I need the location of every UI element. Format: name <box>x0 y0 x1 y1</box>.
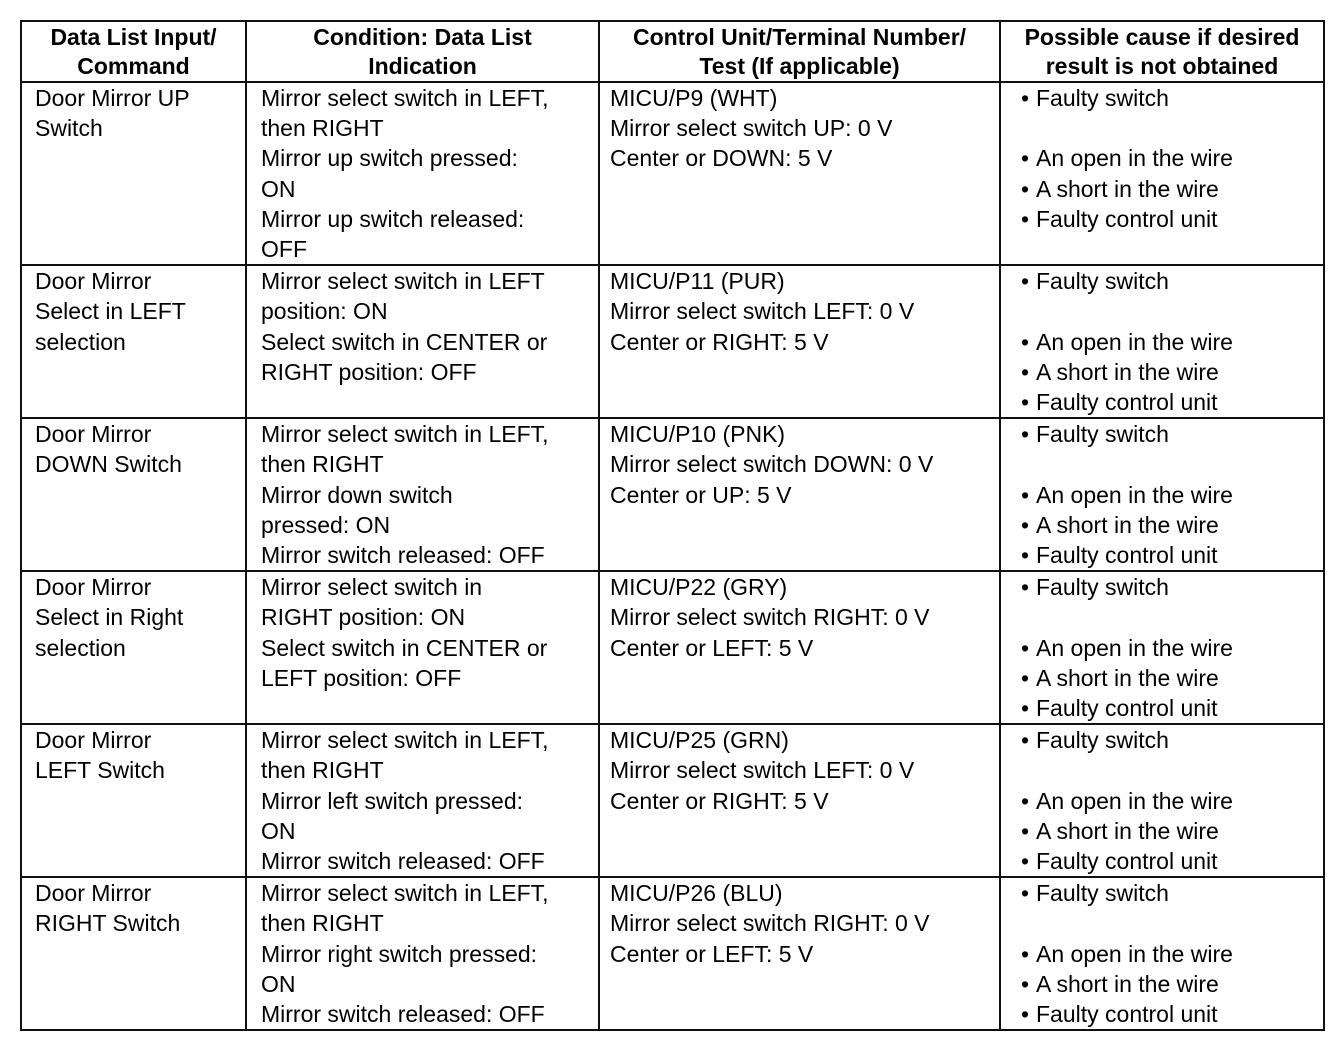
header-line: result is not obtained <box>1045 52 1279 79</box>
cause-text: An open in the wire <box>1036 481 1233 508</box>
cause-text: Faulty control unit <box>1036 542 1218 569</box>
cause-text: Faulty switch <box>1036 574 1169 601</box>
condition-cell <box>246 571 599 724</box>
cause-text: Faulty control unit <box>1036 848 1218 875</box>
condition-cell <box>246 418 599 571</box>
condition-line: Mirror select switch in LEFT <box>261 268 545 295</box>
header-possible-cause <box>1000 21 1324 82</box>
spacer <box>1014 755 1317 785</box>
bullet-icon: • <box>1020 940 1030 967</box>
bullet-icon: • <box>1020 664 1030 691</box>
cause-item <box>1014 572 1317 602</box>
spacer <box>1014 296 1317 326</box>
header-input-command <box>21 21 246 82</box>
control-unit-cell <box>599 571 1000 724</box>
condition-line: RIGHT position: OFF <box>261 358 477 385</box>
cause-item <box>1014 327 1317 357</box>
input-command-line: DOWN Switch <box>35 451 182 478</box>
bullet-icon: • <box>1020 880 1030 907</box>
bullet-icon: • <box>1020 175 1030 202</box>
control-unit-line: MICU/P26 (BLU) <box>610 880 783 907</box>
condition-line: Select switch in CENTER or <box>261 634 548 661</box>
condition-cell <box>246 265 599 418</box>
cause-text: A short in the wire <box>1036 817 1219 844</box>
input-command-line: Select in LEFT <box>35 298 186 325</box>
header-line: Test (If applicable) <box>699 52 900 79</box>
cause-text: Faulty switch <box>1036 421 1169 448</box>
cause-item <box>1014 510 1317 540</box>
input-command-line: Door Mirror <box>35 421 152 448</box>
cause-item <box>1014 174 1317 204</box>
control-unit-line: Mirror select switch LEFT: 0 V <box>610 298 915 325</box>
header-control-unit <box>599 21 1000 82</box>
cause-text: Faulty control unit <box>1036 1001 1218 1028</box>
control-unit-line: Mirror select switch UP: 0 V <box>610 115 893 142</box>
cause-item <box>1014 999 1317 1029</box>
possible-cause-cell <box>1000 877 1324 1030</box>
cause-item <box>1014 725 1317 755</box>
control-unit-cell <box>599 724 1000 877</box>
bullet-icon: • <box>1020 542 1030 569</box>
condition-line: position: ON <box>261 298 388 325</box>
control-unit-line: Center or LEFT: 5 V <box>610 634 814 661</box>
condition-line: then RIGHT <box>261 115 384 142</box>
control-unit-line: Mirror select switch LEFT: 0 V <box>610 757 915 784</box>
condition-line: Mirror select switch in LEFT, <box>261 85 549 111</box>
control-unit-line: Center or RIGHT: 5 V <box>610 787 829 814</box>
header-line: Condition: Data List <box>313 23 532 50</box>
cause-text: Faulty switch <box>1036 85 1169 111</box>
condition-cell <box>246 724 599 877</box>
table-row <box>21 265 1324 418</box>
bullet-icon: • <box>1020 970 1030 997</box>
condition-line: Mirror switch released: OFF <box>261 542 545 569</box>
header-line: Indication <box>368 52 477 79</box>
input-command-cell <box>21 571 246 724</box>
cause-text: A short in the wire <box>1036 511 1219 538</box>
table-row <box>21 724 1324 877</box>
bullet-icon: • <box>1020 481 1030 508</box>
spacer <box>1014 602 1317 632</box>
cause-text: Faulty switch <box>1036 268 1169 295</box>
header-line: Data List Input/ <box>50 23 217 50</box>
cause-text: Faulty control unit <box>1036 389 1218 416</box>
condition-line: Select switch in CENTER or <box>261 328 548 355</box>
cause-text: A short in the wire <box>1036 358 1219 385</box>
header-line: Command <box>77 52 190 79</box>
control-unit-line: Mirror select switch RIGHT: 0 V <box>610 910 930 937</box>
control-unit-line: Center or RIGHT: 5 V <box>610 328 829 355</box>
bullet-icon: • <box>1020 358 1030 385</box>
cause-text: An open in the wire <box>1036 145 1233 172</box>
cause-item <box>1014 939 1317 969</box>
condition-line: Mirror left switch pressed: <box>261 787 524 814</box>
bullet-icon: • <box>1020 727 1030 754</box>
condition-line: Mirror up switch released: <box>261 205 525 232</box>
cause-item <box>1014 83 1317 113</box>
cause-text: Faulty control unit <box>1036 695 1218 722</box>
possible-cause-cell <box>1000 418 1324 571</box>
cause-item <box>1014 633 1317 663</box>
condition-line: Mirror right switch pressed: <box>261 940 538 967</box>
header-condition <box>246 21 599 82</box>
cause-item <box>1014 204 1317 234</box>
cause-text: An open in the wire <box>1036 787 1233 814</box>
cause-item <box>1014 693 1317 723</box>
cause-text: A short in the wire <box>1036 664 1219 691</box>
control-unit-line: MICU/P25 (GRN) <box>610 727 789 754</box>
cause-item <box>1014 786 1317 816</box>
diagnostic-table <box>20 20 1325 1031</box>
condition-line: then RIGHT <box>261 451 384 478</box>
control-unit-line: Center or DOWN: 5 V <box>610 145 833 172</box>
input-command-cell <box>21 877 246 1030</box>
input-command-line: Door Mirror <box>35 880 152 907</box>
input-command-cell <box>21 265 246 418</box>
bullet-icon: • <box>1020 421 1030 448</box>
cause-item <box>1014 846 1317 876</box>
control-unit-line: MICU/P9 (WHT) <box>610 85 778 111</box>
bullet-icon: • <box>1020 1001 1030 1028</box>
header-line: Possible cause if desired <box>1024 23 1300 50</box>
condition-line: RIGHT position: ON <box>261 604 466 631</box>
bullet-icon: • <box>1020 328 1030 355</box>
cause-item <box>1014 540 1317 570</box>
condition-line: ON <box>261 970 296 997</box>
control-unit-line: Center or UP: 5 V <box>610 481 792 508</box>
cause-text: A short in the wire <box>1036 970 1219 997</box>
condition-line: OFF <box>261 236 307 263</box>
bullet-icon: • <box>1020 634 1030 661</box>
condition-line: Mirror up switch pressed: <box>261 145 518 172</box>
table-row <box>21 82 1324 265</box>
condition-line: Mirror switch released: OFF <box>261 848 545 875</box>
cause-text: An open in the wire <box>1036 634 1233 661</box>
cause-text: A short in the wire <box>1036 175 1219 202</box>
possible-cause-cell <box>1000 265 1324 418</box>
cause-item <box>1014 878 1317 908</box>
control-unit-line: Mirror select switch DOWN: 0 V <box>610 451 934 478</box>
bullet-icon: • <box>1020 574 1030 601</box>
condition-line: Mirror switch released: OFF <box>261 1001 545 1028</box>
bullet-icon: • <box>1020 205 1030 232</box>
condition-line: then RIGHT <box>261 757 384 784</box>
bullet-icon: • <box>1020 817 1030 844</box>
header-line: Control Unit/Terminal Number/ <box>632 23 967 50</box>
control-unit-line: MICU/P11 (PUR) <box>610 268 785 295</box>
input-command-line: Door Mirror UP <box>35 85 190 111</box>
input-command-line: selection <box>35 634 126 661</box>
table-row <box>21 877 1324 1030</box>
cause-text: Faulty switch <box>1036 727 1169 754</box>
condition-line: Mirror select switch in LEFT, <box>261 421 549 448</box>
bullet-icon: • <box>1020 145 1030 172</box>
condition-line: then RIGHT <box>261 910 384 937</box>
control-unit-line: MICU/P22 (GRY) <box>610 574 788 601</box>
control-unit-cell <box>599 877 1000 1030</box>
input-command-line: Select in Right <box>35 604 184 631</box>
condition-line: Mirror select switch in LEFT, <box>261 880 549 907</box>
cause-item <box>1014 969 1317 999</box>
spacer <box>1014 908 1317 938</box>
cause-item <box>1014 419 1317 449</box>
input-command-cell <box>21 418 246 571</box>
bullet-icon: • <box>1020 787 1030 814</box>
condition-line: pressed: ON <box>261 511 391 538</box>
cause-item <box>1014 143 1317 173</box>
input-command-line: Switch <box>35 115 103 142</box>
condition-line: Mirror select switch in LEFT, <box>261 727 549 754</box>
possible-cause-cell <box>1000 724 1324 877</box>
control-unit-line: MICU/P10 (PNK) <box>610 421 786 448</box>
bullet-icon: • <box>1020 848 1030 875</box>
control-unit-cell <box>599 82 1000 265</box>
condition-cell <box>246 82 599 265</box>
cause-item <box>1014 480 1317 510</box>
input-command-line: Door Mirror <box>35 574 152 601</box>
input-command-line: LEFT Switch <box>35 757 165 784</box>
bullet-icon: • <box>1020 85 1030 111</box>
input-command-line: RIGHT Switch <box>35 910 181 937</box>
table-row <box>21 571 1324 724</box>
input-command-line: selection <box>35 328 126 355</box>
spacer <box>1014 449 1317 479</box>
control-unit-cell <box>599 418 1000 571</box>
control-unit-line: Mirror select switch RIGHT: 0 V <box>610 604 930 631</box>
input-command-line: Door Mirror <box>35 268 152 295</box>
cause-text: Faulty control unit <box>1036 205 1218 232</box>
cause-item <box>1014 357 1317 387</box>
bullet-icon: • <box>1020 389 1030 416</box>
cause-text: An open in the wire <box>1036 328 1233 355</box>
cause-item <box>1014 816 1317 846</box>
control-unit-line: Center or LEFT: 5 V <box>610 940 814 967</box>
cause-item <box>1014 266 1317 296</box>
input-command-cell <box>21 724 246 877</box>
input-command-line: Door Mirror <box>35 727 152 754</box>
condition-line: LEFT position: OFF <box>261 664 462 691</box>
bullet-icon: • <box>1020 268 1030 295</box>
cause-item <box>1014 663 1317 693</box>
possible-cause-cell <box>1000 571 1324 724</box>
cause-text: An open in the wire <box>1036 940 1233 967</box>
table-body <box>21 82 1324 1030</box>
table-row <box>21 418 1324 571</box>
condition-line: Mirror select switch in <box>261 574 483 601</box>
cause-item <box>1014 387 1317 417</box>
condition-line: Mirror down switch <box>261 481 453 508</box>
input-command-cell <box>21 82 246 265</box>
spacer <box>1014 113 1317 143</box>
bullet-icon: • <box>1020 511 1030 538</box>
bullet-icon: • <box>1020 695 1030 722</box>
condition-cell <box>246 877 599 1030</box>
condition-line: ON <box>261 175 296 202</box>
possible-cause-cell <box>1000 82 1324 265</box>
control-unit-cell <box>599 265 1000 418</box>
condition-line: ON <box>261 817 296 844</box>
header-row <box>21 21 1324 82</box>
cause-text: Faulty switch <box>1036 880 1169 907</box>
